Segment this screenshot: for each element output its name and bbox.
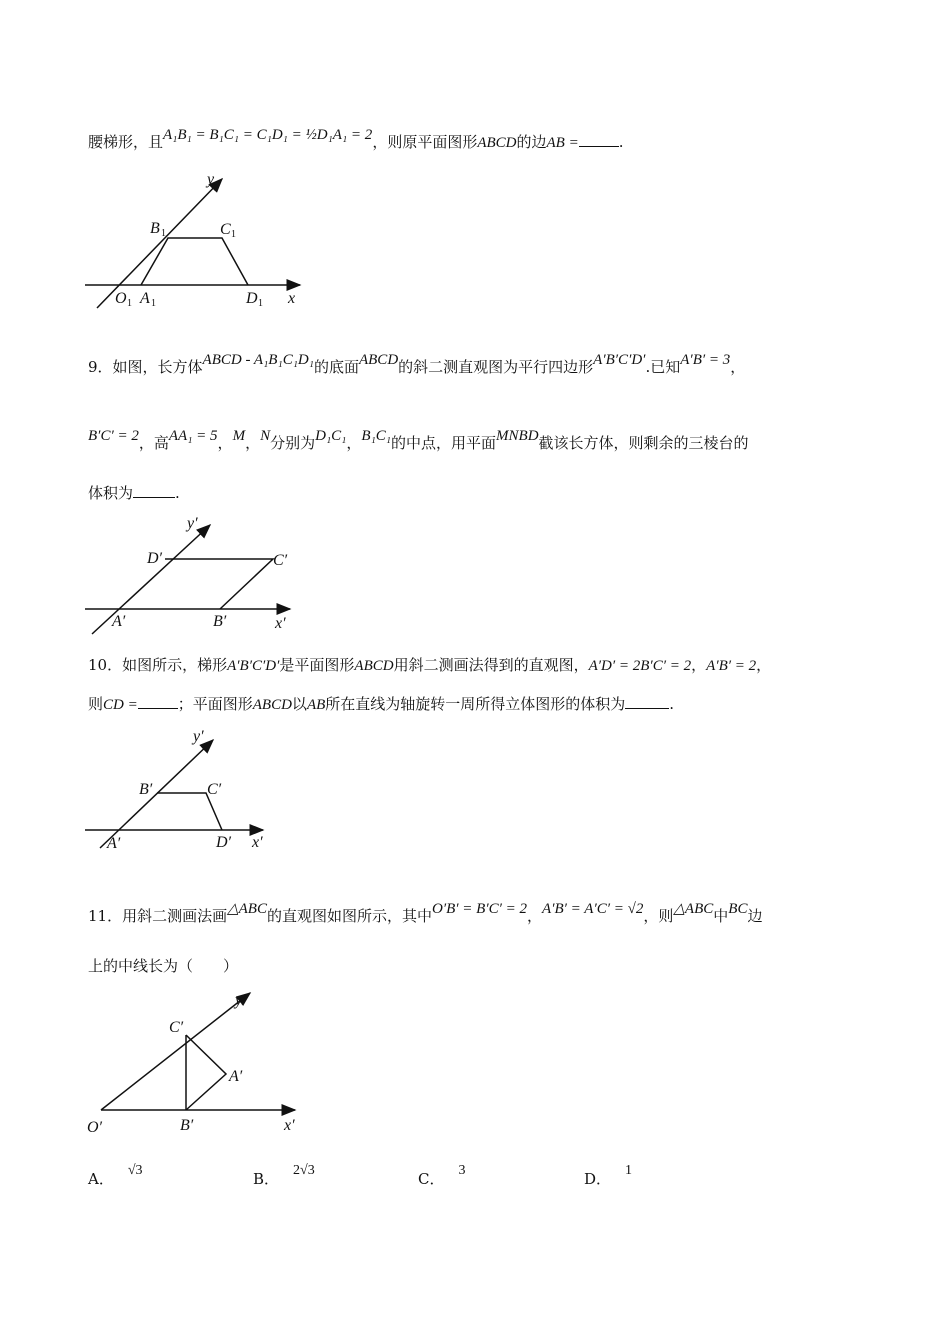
svg-text:1: 1 (258, 298, 263, 309)
q11-line2: 上的中线长为（ ） (88, 957, 239, 975)
svg-text:1: 1 (161, 228, 166, 239)
q10-y-label: y′ (193, 728, 204, 745)
answer-blank-1[interactable] (138, 696, 178, 709)
q10-x-label: x′ (252, 834, 263, 851)
option-d[interactable]: D． 1 (584, 1163, 633, 1188)
q9-y-label: y′ (187, 515, 198, 532)
q10-label-D: D′ (216, 834, 232, 851)
q9-label-A: A′ (112, 613, 126, 630)
q11-label-O: O′ (87, 1119, 103, 1136)
q8-label-O1: O (115, 290, 127, 307)
q10-label-A: A′ (107, 835, 121, 852)
q9-line3: 体积为 . (88, 484, 180, 502)
svg-text:1: 1 (231, 229, 236, 240)
q9-line1: 9．如图，长方体ABCD - A₁B₁C₁D₁的底面ABCD的斜二测直观图为平行四边形A′B′C′D′.已知A′B′ = 3， (88, 352, 746, 376)
q8-equation: A₁B₁ = B₁C₁ = C₁D₁ = ½D₁A₁ = 2 (163, 127, 373, 143)
answer-blank[interactable] (579, 134, 619, 147)
q8-text: 腰梯形，且A₁B₁ = B₁C₁ = C₁D₁ = ½D₁A₁ = 2，则原平面图形ABCD的边AB = . (88, 127, 624, 151)
q10-line1: 10．如图所示，梯形A′B′C′D′是平面图形ABCD用斜二测画法得到的直观图，A′D′ = 2B′C′ = 2，A′B′ = 2， (88, 656, 772, 674)
q10-line2: 则CD = ；平面图形ABCD以AB所在直线为轴旋转一周所得立体图形的体积为 . (88, 695, 675, 713)
q8-label-B1: B (150, 220, 160, 237)
q11-figure (85, 985, 315, 1140)
q8-label-C1: C (220, 221, 231, 238)
option-b[interactable]: B． 2√3 (253, 1163, 315, 1188)
option-a[interactable]: A． √3 (88, 1163, 143, 1188)
q10-figure (85, 728, 285, 853)
q9-x-label: x′ (275, 615, 286, 632)
q8-x-label: x (288, 290, 296, 307)
q11-label-C: C′ (169, 1019, 184, 1036)
q8-label-D1: D (246, 290, 258, 307)
q9-label-B: B′ (213, 613, 227, 630)
svg-text:1: 1 (127, 298, 132, 309)
q8-figure (85, 170, 315, 315)
q11-label-B: B′ (180, 1117, 194, 1134)
option-c[interactable]: C． 3 (418, 1163, 466, 1188)
q8-label-A1: A (140, 290, 150, 307)
q11-y-label: y′ (235, 992, 246, 1009)
answer-blank-2[interactable] (625, 696, 669, 709)
answer-blank[interactable] (133, 485, 175, 498)
q9-figure (85, 515, 315, 640)
q9-label-D: D′ (147, 550, 163, 567)
q11-line1: 11．用斜二测画法画△ABC的直观图如图所示，其中O′B′ = B′C′ = 2，A′B′ = A′C′ = √2，则△ABC中BC边 (88, 901, 763, 925)
q11-x-label: x′ (284, 1117, 295, 1134)
q11-label-A: A′ (229, 1068, 243, 1085)
q9-line2: B′C′ = 2，高AA₁ = 5，M，N分别为D₁C₁，B₁C₁的中点，用平面MNBD截该长方体，则剩余的三棱台的 (88, 428, 749, 452)
svg-text:1: 1 (151, 298, 156, 309)
q8-y-label: y (207, 171, 215, 188)
q9-label-C: C′ (273, 552, 288, 569)
q10-label-C: C′ (207, 781, 222, 798)
q10-label-B: B′ (139, 781, 153, 798)
